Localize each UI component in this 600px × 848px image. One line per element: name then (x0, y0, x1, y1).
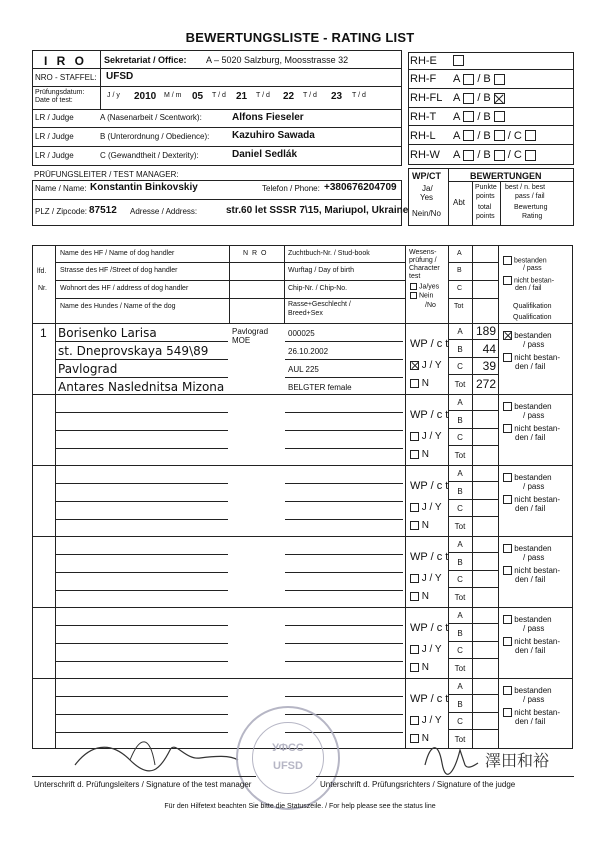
manager-signature (70, 730, 240, 780)
rh-option-checkbox[interactable] (494, 74, 505, 85)
entry-score-label: C (448, 572, 472, 588)
seal-top-text: УФСС (272, 742, 304, 754)
entry-pass: bestanden / pass (503, 615, 552, 633)
day-value-1: 21 (236, 91, 248, 102)
year-value: 2010 (134, 91, 157, 102)
bewertung-label: Bewertung (514, 204, 548, 211)
best-label: best / n. best (505, 184, 546, 191)
th-handler-name: Name des HF / Name of dog handler (60, 250, 175, 257)
rh-option-label: A (453, 73, 461, 86)
entry-score-a[interactable] (472, 608, 498, 624)
entry-wp-label: WP / c t (410, 551, 449, 563)
rh-option-checkbox[interactable] (463, 93, 474, 104)
rh-code: RH-FL (410, 92, 443, 105)
day-label-2: T / d (256, 92, 270, 99)
entry-n-checkbox[interactable] (410, 450, 419, 459)
judge-b-role: B (Unterordnung / Obedience): (100, 132, 210, 141)
rh-code: RH-W (410, 149, 440, 161)
org-name: I R O (44, 54, 88, 68)
page-title: BEWERTUNGSLISTE - RATING LIST (185, 30, 415, 45)
th-jayes: Ja/yes (410, 283, 439, 291)
points-label: points (476, 193, 495, 200)
sekretariat-label: Sekretariat / Office: (104, 55, 187, 65)
entry-score-label: Tot (454, 521, 466, 531)
total-label: total (478, 204, 492, 211)
entry-n: N (410, 733, 429, 744)
sig-manager-label: Unterschrift d. Prüfungsleiters / Signature of the test manager (34, 780, 252, 789)
entry-wp-label: WP / c t (410, 622, 449, 634)
judge-b-name: Kazuhiro Sawada (232, 130, 315, 141)
entry-n: N (410, 378, 429, 389)
rh-option-checkbox[interactable] (525, 150, 536, 161)
entry-jy-checkbox[interactable] (410, 716, 419, 725)
entry-wp-label: WP / c t (410, 480, 449, 492)
entry-jy-checkbox[interactable] (410, 574, 419, 583)
day-value-3: 23 (331, 91, 343, 102)
th-nicht: nicht bestan- den / fail (503, 276, 554, 293)
th-jayes-checkbox (410, 283, 417, 290)
entry-score-a[interactable]: 189 (472, 324, 498, 340)
th-dog-name: Name des Hundes / Name of the dog (60, 303, 176, 310)
entry-n: N (410, 520, 429, 531)
entry-wp-label: WP / c t (410, 338, 449, 350)
entry-score-label: A (448, 679, 472, 695)
entry-jy: J / Y (410, 431, 442, 442)
entry-score-label: A (448, 466, 472, 482)
th-bestanden: bestanden / pass (503, 256, 547, 273)
entry-jy-checkbox[interactable] (410, 503, 419, 512)
entry-score-label: B (448, 626, 472, 642)
entry-wp-label: WP / c t (410, 409, 449, 421)
rh-row-rh-t: RH-T A / B (408, 108, 573, 126)
entry-chip[interactable]: AUL 225 (288, 365, 319, 374)
entry-n: N (410, 591, 429, 602)
rh-option-label: B (483, 92, 491, 105)
entry-jy: J / Y (410, 360, 442, 371)
entry-score-label: Tot (454, 663, 466, 673)
bewertungen-title: BEWERTUNGEN (470, 171, 542, 181)
entry-score-label: Tot (454, 734, 466, 744)
entry-n-checkbox[interactable] (410, 592, 419, 601)
entry-breed[interactable]: BELGTER female (288, 383, 352, 392)
entry-jy-checkbox[interactable] (410, 432, 419, 441)
entry-score-c[interactable]: 39 (472, 359, 498, 375)
entry-score-tot[interactable] (472, 661, 498, 677)
zip-label: PLZ / Zipcode: (35, 207, 88, 216)
th-handler-address: Wohnort des HF / address of dog handler (60, 285, 189, 292)
rh-option-label: A (453, 149, 461, 161)
month-value: 05 (192, 91, 204, 102)
entry-score-b[interactable]: 44 (472, 342, 498, 358)
entry-score-label: B (448, 413, 472, 429)
judge-b-lr: LR / Judge (35, 132, 74, 141)
phone-label: Telefon / Phone: (262, 184, 320, 193)
rh-option-checkbox[interactable] (494, 111, 505, 122)
entry-score-label: Tot (454, 450, 466, 460)
address-label: Adresse / Address: (130, 207, 198, 216)
entry-pass: bestanden / pass (503, 402, 552, 420)
entry-score-label: Tot (454, 592, 466, 602)
rh-code: RH-L (410, 129, 436, 142)
rh-option-checkbox[interactable] (463, 150, 474, 161)
wp-ja: Ja/ (422, 184, 433, 193)
day-value-2: 22 (283, 91, 295, 102)
entry-score-label: C (448, 643, 472, 659)
judge-a-lr: LR / Judge (35, 113, 74, 122)
th-c: C (457, 285, 463, 292)
date-label: Prüfungsdatum: Date of test: (35, 89, 85, 104)
entry-pass: bestanden / pass (503, 544, 552, 562)
phone-value: +380676204709 (324, 182, 397, 193)
rh-code: RH-T (410, 110, 437, 123)
entry-pass-checkbox[interactable] (503, 402, 512, 411)
rh-row-rh-l: RH-L A / B / C (408, 127, 573, 145)
entry-fail: nicht bestan- den / fail (503, 353, 560, 371)
day-label-4: T / d (352, 92, 366, 99)
rh-row-rh-e (408, 52, 573, 70)
th-nein: Nein (410, 292, 433, 300)
entry-fail-checkbox[interactable] (503, 424, 512, 433)
entry-score-label: C (448, 501, 472, 517)
entry-wp-label: WP / c t (410, 693, 449, 705)
entry-score-label: B (448, 555, 472, 571)
entry-score-tot[interactable] (472, 519, 498, 535)
entry-score-label: Tot (454, 379, 466, 389)
entry-score-label: C (448, 714, 472, 730)
pass-fail-label: pass / fail (515, 193, 545, 200)
manager-name: Konstantin Binkovskiy (90, 182, 198, 193)
entry-pass-checkbox[interactable] (503, 544, 512, 553)
rh-option-checkbox[interactable] (494, 150, 505, 161)
entry-score-b[interactable] (472, 555, 498, 571)
judge-c-name: Daniel Sedlák (232, 149, 298, 160)
entry-n: N (410, 662, 429, 673)
address-value: str.60 let SSSR 7\15, Mariupol, Ukraine (226, 205, 409, 216)
entry-pass-checkbox[interactable] (503, 331, 512, 340)
entry-score-c[interactable] (472, 643, 498, 659)
entry-fail-checkbox[interactable] (503, 353, 512, 362)
month-label: M / m (164, 92, 182, 99)
entry-jy: J / Y (410, 573, 442, 584)
rh-code: RH-E (410, 54, 437, 67)
th-qualification: Qualification (513, 314, 552, 321)
entry-score-b[interactable] (472, 626, 498, 642)
entry-stud[interactable]: 000025 (288, 329, 315, 338)
th-birth: Wurftag / Day of birth (288, 267, 355, 274)
th-a: A (457, 250, 462, 257)
entry-score-a[interactable] (472, 679, 498, 695)
entry-handler-city[interactable]: Pavlograd (58, 362, 118, 376)
entry-score-a[interactable] (472, 537, 498, 553)
entry-score-label: B (448, 484, 472, 500)
th-bestanden-checkbox (503, 256, 512, 265)
rh-option-checkbox[interactable] (463, 74, 474, 85)
rh-option-label: B (483, 73, 491, 86)
wp-title: WP/CT (412, 171, 441, 181)
entry-score-label: B (448, 697, 472, 713)
entry-score-label: A (448, 537, 472, 553)
help-text: Für den Hilfetext beachten Sie bitte die Statuszeile. / For help please see the status line (164, 803, 436, 810)
rh-code: RH-F (410, 73, 437, 86)
judge-a-role: A (Nasenarbeit / Scentwork): (100, 113, 202, 122)
entry-fail-checkbox[interactable] (503, 495, 512, 504)
th-breed: Rasse+Geschlecht / (288, 301, 351, 308)
th-nein-checkbox (410, 292, 417, 299)
entry-score-b[interactable] (472, 484, 498, 500)
entry-fail: nicht bestan- den / fail (503, 637, 560, 655)
rh-option-label: A (453, 129, 461, 142)
day-label-1: T / d (212, 92, 226, 99)
entry-score-tot[interactable] (472, 590, 498, 606)
sekretariat-value: A – 5020 Salzburg, Moosstrasse 32 (206, 55, 349, 65)
th-handler-street: Strasse des HF /Street of dog handler (60, 267, 178, 274)
manager-label: PRÜFUNGSLEITER / TEST MANAGER: (34, 170, 179, 179)
entry-fail-checkbox[interactable] (503, 637, 512, 646)
entry-birth[interactable]: 26.10.2002 (288, 347, 329, 356)
rh-checkbox[interactable] (453, 55, 464, 66)
nro-label: NRO - STAFFEL: (35, 73, 97, 82)
entry-score-label: C (448, 430, 472, 446)
entry-pass-checkbox[interactable] (503, 473, 512, 482)
entry-score-b[interactable] (472, 413, 498, 429)
entry-jy: J / Y (410, 644, 442, 655)
rh-option-label: A (453, 110, 461, 123)
entry-score-c[interactable] (472, 572, 498, 588)
th-b: B (457, 267, 462, 274)
wp-nein: Nein/No (412, 209, 441, 218)
entry-pass: bestanden / pass (503, 331, 552, 349)
nro-value: UFSD (106, 71, 134, 82)
entry-fail: nicht bestan- den / fail (503, 566, 560, 584)
abt-label: Abt (453, 198, 466, 207)
entry-jy: J / Y (410, 502, 442, 513)
th-stud: Zuchtbuch-Nr. / Stud-book (288, 250, 370, 257)
entry-fail: nicht bestan- den / fail (503, 495, 560, 513)
entry-pass: bestanden / pass (503, 473, 552, 491)
sig-judge-label: Unterschrift d. Prüfungsrichters / Signature of the judge (320, 780, 516, 789)
entry-fail: nicht bestan- den / fail (503, 424, 560, 442)
total-points-label: points (476, 213, 495, 220)
entry-n-checkbox[interactable] (410, 663, 419, 672)
seal-bottom-text: UFSD (273, 760, 303, 772)
rating-label: Rating (522, 213, 543, 220)
rh-option-checkbox[interactable] (494, 93, 505, 104)
year-label: J / y (107, 92, 120, 99)
entry-fail-checkbox[interactable] (503, 708, 512, 717)
th-chip: Chip-Nr. / Chip-No. (288, 285, 348, 292)
rh-option-label: B (483, 149, 491, 161)
entry-fail-checkbox[interactable] (503, 566, 512, 575)
zip-value: 87512 (89, 205, 117, 216)
th-nicht-checkbox (503, 276, 512, 285)
th-tot: Tot (454, 303, 464, 310)
entry-fail: nicht bestan- den / fail (503, 708, 560, 726)
entry-pass-checkbox[interactable] (503, 615, 512, 624)
entry-pass: bestanden / pass (503, 686, 552, 704)
entry-score-c[interactable] (472, 714, 498, 730)
rh-option-checkbox[interactable] (463, 130, 474, 141)
entry-n-checkbox[interactable] (410, 521, 419, 530)
th-nr: Nr. (38, 285, 47, 292)
manager-name-label: Name / Name: (35, 184, 87, 193)
wp-yes: Yes (420, 193, 434, 202)
judge-signature-text: 澤田和裕 (485, 751, 550, 770)
rh-option-label: B (483, 129, 491, 142)
rh-option-label: C (513, 129, 522, 142)
entry-jy-checkbox[interactable] (410, 361, 419, 370)
entry-score-c[interactable] (472, 501, 498, 517)
th-breed2: Breed+Sex (288, 310, 323, 317)
rh-row-rh-w: RH-W A / B / C (408, 146, 573, 164)
entry-jy: J / Y (410, 715, 442, 726)
rh-option-label: A (453, 92, 461, 105)
entry-score-c[interactable] (472, 430, 498, 446)
entry-handler-name[interactable]: Borisenko Larisa (58, 326, 157, 340)
rh-option-label: C (513, 149, 522, 161)
th-wesen: Wesens- prüfung / Character test (409, 249, 440, 280)
judge-c-role: C (Gewandtheit / Dexterity): (100, 151, 199, 160)
th-nro: N R O (243, 250, 268, 257)
entry-jy-checkbox[interactable] (410, 645, 419, 654)
rh-option-checkbox[interactable] (463, 111, 474, 122)
entry-score-tot[interactable] (472, 448, 498, 464)
entry-score-a[interactable] (472, 395, 498, 411)
entry-score-label: A (448, 608, 472, 624)
entry-score-label: C (448, 359, 472, 375)
judge-initials-signature (420, 735, 480, 775)
entry-n: N (410, 449, 429, 460)
judge-c-lr: LR / Judge (35, 151, 74, 160)
entry-score-label: B (448, 342, 472, 358)
rh-option-label: B (483, 110, 491, 123)
day-label-3: T / d (303, 92, 317, 99)
rh-row-rh-fl: RH-FL A / B (408, 90, 573, 108)
judge-a-name: Alfons Fieseler (232, 112, 304, 123)
punkte-label: Punkte (475, 184, 497, 191)
entry-score-b[interactable] (472, 697, 498, 713)
th-lfd: lfd. (37, 268, 47, 275)
entry-n-checkbox[interactable] (410, 734, 419, 743)
rh-option-checkbox[interactable] (525, 130, 536, 141)
entry-pass-checkbox[interactable] (503, 686, 512, 695)
entry-score-tot[interactable]: 272 (475, 376, 496, 391)
entry-n-checkbox[interactable] (410, 379, 419, 388)
rh-row-rh-f: RH-F A / B (408, 71, 573, 89)
th-qualifikation: Qualifikation (513, 303, 552, 310)
rh-option-checkbox[interactable] (494, 130, 505, 141)
entry-number: 1 (40, 326, 47, 340)
entry-score-a[interactable] (472, 466, 498, 482)
entry-nro[interactable]: Pavlograd MOE (232, 327, 269, 345)
official-seal (236, 706, 340, 810)
entry-dog-name[interactable]: Antares Naslednitsa Mizona (58, 380, 225, 394)
entry-score-label: A (448, 395, 472, 411)
entry-score-label: A (448, 324, 472, 340)
entry-handler-street[interactable]: st. Dneprovskaya 549\89 (58, 344, 209, 358)
th-no: /No (425, 302, 436, 309)
